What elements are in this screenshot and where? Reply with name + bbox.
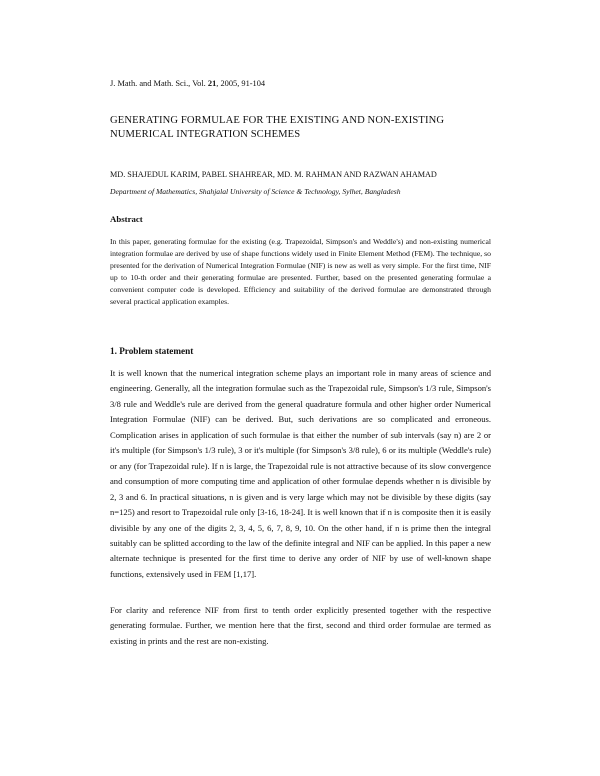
- journal-suffix: , 2005, 91-104: [216, 79, 266, 88]
- section-paragraph: It is well known that the numerical integration scheme plays an important role in many areas of science and engineering. Generally, all the integration formulae such as the Trapezoidal rule, Simpson's 1/3 rule, Simpson's 3/8 rule and Weddle's rule are derived from the general quadrature formula and other higher order Numerical Integration Formulae (NIF) can be derived. But, such derivations are so complicated and erroneous. Complication arises in application of such formulae is that either the number of sub intervals (say n) are 2 or it's multiple (for Simpson's 1/3 rule), 3 or it's multiple (for Simpson's 3/8 rule), 6 or its multiple (Weddle's rule) or any (for Trapezoidal rule). If n is large, the Trapezoidal rule is not attractive because of its slow convergence and consumption of more computing time and application of other formulae depends whether n is divisible by 2, 3 and 6. In practical situations, n is given and is very large which may not be divisible by these digits (say n=125) and resort to Trapezoidal rule only [3-16, 18-24]. It is well known that if n is composite then it is easily divisible by any one of the digits 2, 3, 4, 5, 6, 7, 8, 9, 10. On the other hand, if n is prime then the integral suitably can be splitted according to the law of the definite integral and NIF can be applied. In this paper a new alternate technique is presented for the first time to derive any order of NIF by use of well-known shape functions, extensively used in FEM [1,17].: [110, 368, 491, 579]
- abstract-text: In this paper, generating formulae for the existing (e.g. Trapezoidal, Simpson's and Weddle's) and non-existing numerical integration formulae are derived by use of shape functions widely used in Finite Element Method (FEM). The technique, so presented for the derivation of Numerical Integration Formulae (NIF) is new as well as very simple. For the first time, NIF up to 10-th order and their generating formulae are presented. Further, based on the presented generating formulae a convenient computer code is developed. Efficiency and suitability of the derived formulae are demonstrated through several practical application examples.: [110, 237, 491, 306]
- journal-prefix: J. Math. and Math. Sci., Vol.: [110, 79, 208, 88]
- section-paragraph: For clarity and reference NIF from first to tenth order explicitly presented together with the respective generating formulae. Further, we mention here that the first, second and third order formulae are termed as existing in prints and the rest are non-existing.: [110, 605, 491, 646]
- journal-citation: [110, 79, 265, 88]
- author-affiliation: Department of Mathematics, Shahjalal University of Science & Technology, Sylhet, Bangladesh: [110, 187, 401, 196]
- journal-volume: 21: [207, 79, 217, 88]
- section-heading: 1. Problem statement: [110, 346, 194, 356]
- abstract-heading: Abstract: [110, 214, 143, 224]
- paper-authors: MD. SHAJEDUL KARIM, PABEL SHAHREAR, MD. M. RAHMAN AND RAZWAN AHAMAD: [110, 170, 437, 179]
- paper-title: GENERATING FORMULAE FOR THE EXISTING AND NON-EXISTING NUMERICAL INTEGRATION SCHEMES: [110, 115, 445, 140]
